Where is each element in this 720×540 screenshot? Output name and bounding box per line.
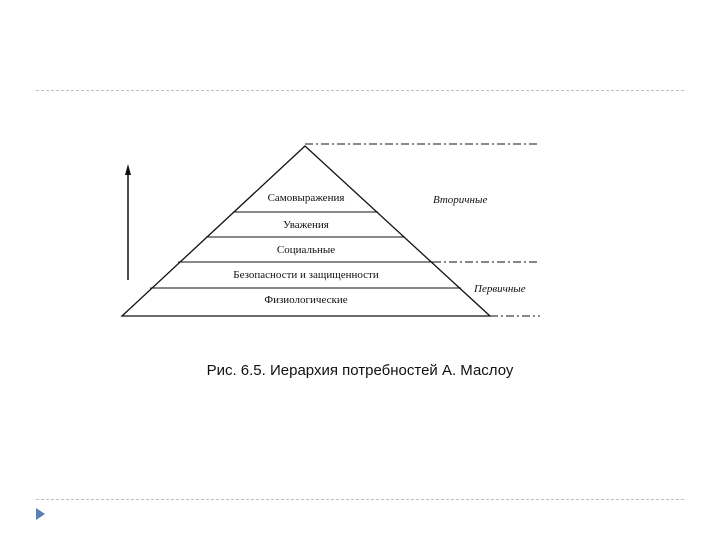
level-label-esteem: Уважения [283, 219, 329, 231]
level-label-social: Социальные [276, 244, 336, 256]
pyramid-outline [122, 146, 490, 316]
level-label-physiological: Физиологические [264, 294, 348, 306]
level-label-self-actualization: Самовыражения [267, 192, 345, 204]
figure-caption: Рис. 6.5. Иерархия потребностей А. Маслоу [206, 362, 514, 379]
group-label-secondary: Вторичные [433, 194, 488, 206]
up-arrow-head-icon [125, 164, 131, 175]
level-label-safety: Безопасности и защищенности [233, 269, 379, 281]
group-label-primary: Первичные [474, 283, 526, 295]
slide-bullet-arrow-icon [36, 508, 45, 520]
bottom-divider [36, 499, 684, 500]
